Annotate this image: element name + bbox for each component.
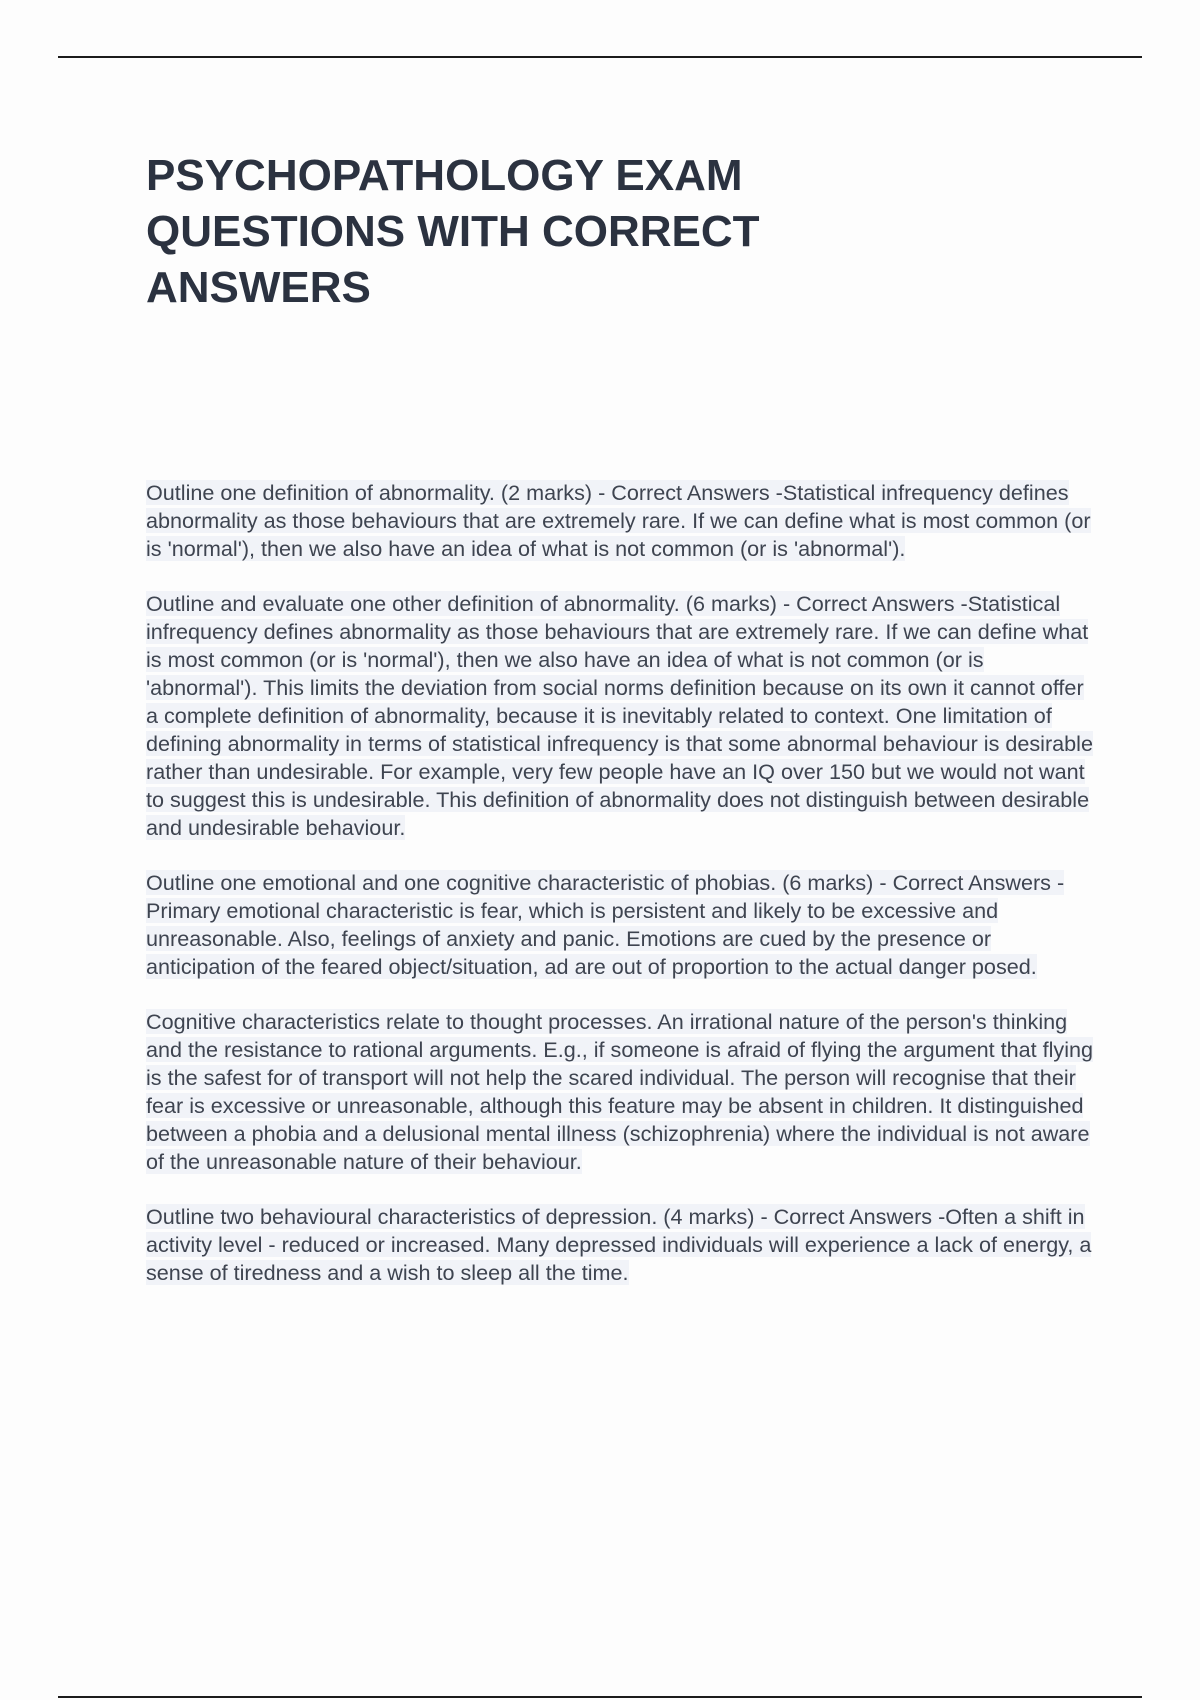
qa-text: Outline two behavioural characteristics of depression. (4 marks) - Correct Answers -Often a shift in activity level - reduced or increased. Many depressed individuals will experience a lack of energy, a sense of tiredness and a wish to sleep all the time.	[146, 1204, 1092, 1285]
qa-paragraph-5	[146, 1203, 1096, 1287]
qa-paragraph-2	[146, 590, 1096, 842]
header-rule	[58, 56, 1142, 58]
qa-paragraph-3	[146, 869, 1096, 981]
qa-text: Outline and evaluate one other definition of abnormality. (6 marks) - Correct Answers -Statistical infrequency defines abnormality as those behaviours that are extremely rare. If we can define what is most common (or is 'normal'), then we also have an idea of what is not common (or is 'abnormal'). This limits the deviation from social norms definition because on its own it cannot offer a complete definition of abnormality, because it is inevitably related to context. One limitation of defining abnormality in terms of statistical infrequency is that some abnormal behaviour is desirable rather than undesirable. For example, very few people have an IQ over 150 but we would not want to suggest this is undesirable. This definition of abnormality does not distinguish between desirable and undesirable behaviour.	[146, 591, 1093, 840]
qa-text: Outline one definition of abnormality. (2 marks) - Correct Answers -Statistical infrequency defines abnormality as those behaviours that are extremely rare. If we can define what is most common (or is 'normal'), then we also have an idea of what is not common (or is 'abnormal').	[146, 480, 1091, 561]
document-body	[146, 479, 1096, 1314]
qa-text: Cognitive characteristics relate to thought processes. An irrational nature of the person's thinking and the resistance to rational arguments. E.g., if someone is afraid of flying the argument that flying is the safest for of transport will not help the scared individual. The person will recognise that their fear is excessive or unreasonable, although this feature may be absent in children. It distinguished between a phobia and a delusional mental illness (schizophrenia) where the individual is not aware of the unreasonable nature of their behaviour.	[146, 1009, 1094, 1174]
document-title: PSYCHOPATHOLOGY EXAM QUESTIONS WITH CORRECT ANSWERS	[146, 151, 760, 312]
qa-text: Outline one emotional and one cognitive characteristic of phobias. (6 marks) - Correct Answers -Primary emotional characteristic is fear, which is persistent and likely to be excessive and unreasonable. Also, feelings of anxiety and panic. Emotions are cued by the presence or anticipation of the feared object/situation, ad are out of proportion to the actual danger posed.	[146, 870, 1065, 979]
footer-rule	[58, 1696, 1142, 1698]
qa-paragraph-4	[146, 1008, 1096, 1176]
qa-paragraph-1	[146, 479, 1096, 563]
